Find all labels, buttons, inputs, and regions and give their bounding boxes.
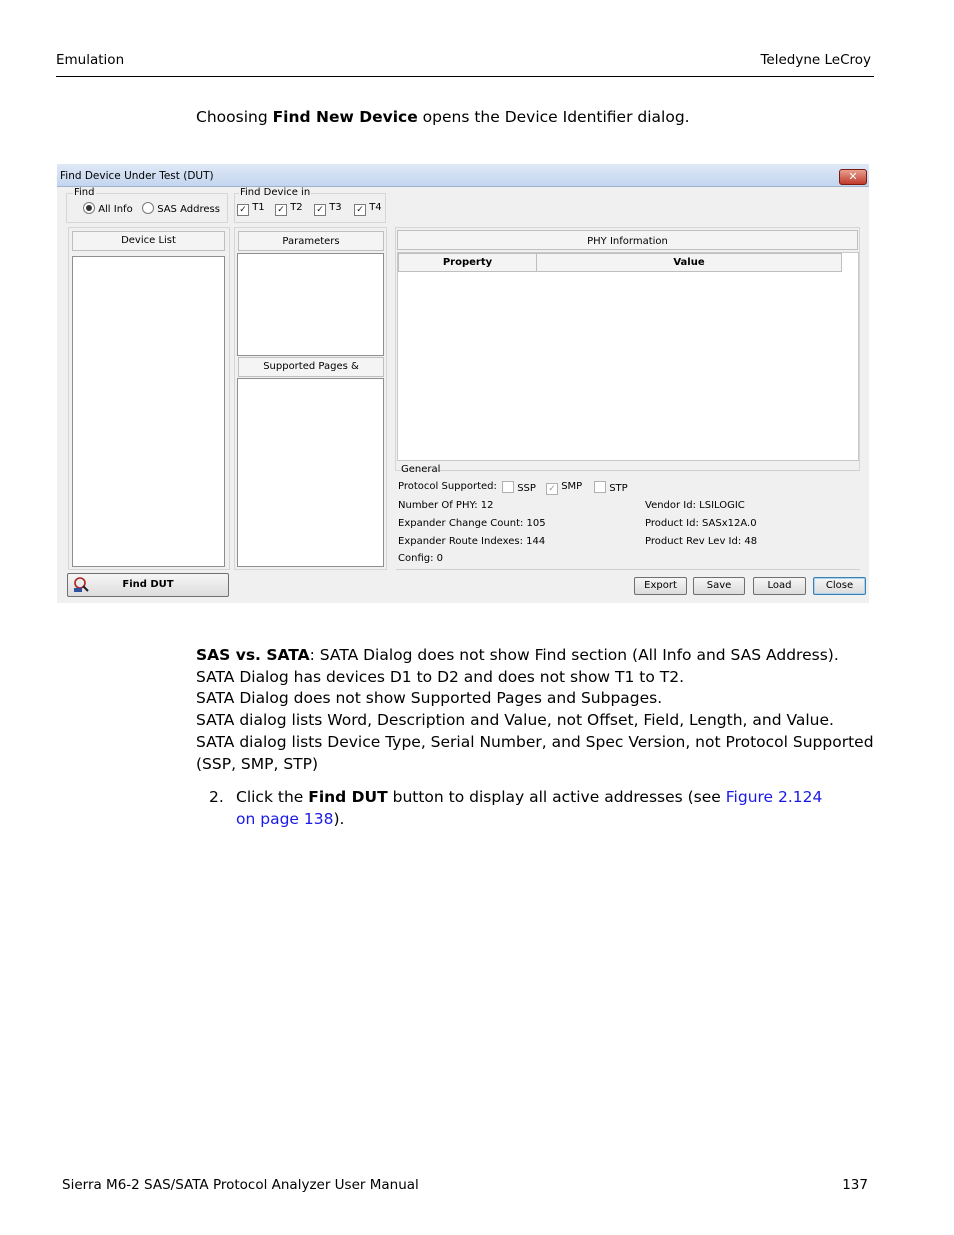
checkbox-t4-label: T4 bbox=[369, 202, 382, 213]
checkbox-t3-label: T3 bbox=[329, 202, 342, 213]
column-value[interactable]: Value bbox=[536, 253, 842, 272]
checkmark-icon: ✓ bbox=[275, 204, 287, 216]
number-of-phy: Number Of PHY: 12 bbox=[398, 500, 494, 511]
page-number: 137 bbox=[842, 1177, 868, 1193]
checkbox-t2[interactable] bbox=[275, 202, 303, 216]
supported-pages-list[interactable] bbox=[237, 378, 384, 567]
header-rule bbox=[56, 76, 874, 77]
dialog-title: Find Device Under Test (DUT) bbox=[60, 170, 214, 182]
supported-pages-header: Supported Pages & bbox=[238, 357, 384, 377]
intro-pre: Choosing bbox=[196, 108, 273, 126]
device-list-header: Device List bbox=[72, 231, 225, 251]
checkbox-smp-label: SMP bbox=[561, 481, 583, 492]
radio-all-info-label: All Info bbox=[98, 204, 133, 215]
checkbox-box-icon bbox=[594, 481, 606, 493]
checkmark-icon: ✓ bbox=[546, 483, 558, 495]
notes-line: SATA Dialog has devices D1 to D2 and does not show T1 to T2. bbox=[196, 667, 685, 686]
checkbox-smp bbox=[546, 481, 582, 495]
intro-post: opens the Device Identifier dialog. bbox=[417, 108, 690, 126]
notes-line: (SSP, SMP, STP) bbox=[196, 754, 319, 773]
notes-lead-bold: SAS vs. SATA bbox=[196, 646, 310, 664]
save-button[interactable]: Save bbox=[693, 577, 745, 595]
checkbox-stp-label: STP bbox=[609, 483, 628, 494]
bottom-separator bbox=[396, 569, 860, 570]
find-dut-icon bbox=[73, 577, 91, 593]
checkmark-icon: ✓ bbox=[314, 204, 326, 216]
notes-lead bbox=[196, 645, 861, 667]
radio-sas-address-label: SAS Address bbox=[157, 204, 220, 215]
phy-header: PHY Information bbox=[397, 230, 858, 250]
sas-vs-sata-notes bbox=[196, 645, 874, 775]
phy-table bbox=[397, 252, 859, 461]
parameters-list[interactable] bbox=[237, 253, 384, 356]
protocol-supported-label: Protocol Supported: bbox=[398, 481, 497, 492]
general-label: General bbox=[401, 464, 441, 475]
checkbox-t1-label: T1 bbox=[252, 202, 265, 213]
checkmark-icon: ✓ bbox=[354, 204, 366, 216]
find-dut-button[interactable] bbox=[67, 573, 229, 597]
footer-manual-title: Sierra M6-2 SAS/SATA Protocol Analyzer User Manual bbox=[62, 1177, 419, 1193]
notes-lead-rest: : SATA Dialog does not show Find section (All Info and SAS Address). bbox=[309, 646, 839, 664]
checkbox-t4[interactable] bbox=[354, 202, 382, 216]
expander-route-indexes: Expander Route Indexes: 144 bbox=[398, 536, 546, 547]
notes-line: SATA dialog lists Word, Description and Value, not Offset, Field, Length, and Value. bbox=[196, 711, 834, 730]
find-dut-label: Find DUT bbox=[122, 579, 174, 590]
step-text bbox=[236, 787, 836, 830]
figure-link[interactable]: Figure 2.124 on page 138 bbox=[236, 788, 823, 828]
header-company: Teledyne LeCroy bbox=[760, 52, 871, 68]
radio-all-info[interactable] bbox=[83, 202, 133, 215]
step-mid: button to display all active addresses (see bbox=[387, 788, 726, 806]
checkbox-ssp-label: SSP bbox=[517, 483, 536, 494]
step-post: ). bbox=[333, 809, 345, 828]
product-id: Product Id: SASx12A.0 bbox=[645, 518, 757, 529]
general-separator bbox=[436, 470, 860, 471]
device-list[interactable] bbox=[72, 256, 225, 567]
intro-bold: Find New Device bbox=[272, 108, 418, 126]
column-property[interactable]: Property bbox=[398, 253, 537, 272]
expander-change-count: Expander Change Count: 105 bbox=[398, 518, 546, 529]
checkmark-icon: ✓ bbox=[237, 204, 249, 216]
notes-line: SATA Dialog does not show Supported Pages and Subpages. bbox=[196, 689, 663, 708]
export-button[interactable]: Export bbox=[634, 577, 687, 595]
checkbox-t3[interactable] bbox=[314, 202, 342, 216]
step-pre: Click the bbox=[236, 788, 309, 806]
step-number: 2. bbox=[209, 788, 224, 806]
checkbox-stp bbox=[594, 481, 628, 494]
config-value: Config: 0 bbox=[398, 553, 443, 564]
checkbox-ssp bbox=[502, 481, 536, 494]
close-button[interactable]: Close bbox=[813, 577, 866, 595]
step-bold: Find DUT bbox=[308, 788, 388, 806]
product-rev-lev-id: Product Rev Lev Id: 48 bbox=[645, 536, 758, 547]
notes-line: SATA dialog lists Device Type, Serial Number, and Spec Version, not Protocol Supported bbox=[196, 732, 874, 751]
find-group-label: Find bbox=[74, 187, 95, 198]
intro-paragraph bbox=[196, 107, 690, 129]
find-in-group-label: Find Device in bbox=[240, 187, 311, 198]
vendor-id: Vendor Id: LSILOGIC bbox=[645, 500, 745, 511]
parameters-header: Parameters bbox=[238, 231, 384, 251]
close-icon[interactable]: ✕ bbox=[839, 169, 867, 185]
find-dut-dialog bbox=[57, 164, 869, 603]
checkbox-box-icon bbox=[502, 481, 514, 493]
dialog-titlebar bbox=[57, 164, 869, 187]
load-button[interactable]: Load bbox=[753, 577, 806, 595]
radio-dot-icon bbox=[142, 202, 154, 214]
checkbox-t2-label: T2 bbox=[290, 202, 303, 213]
radio-dot-icon bbox=[83, 202, 95, 214]
radio-sas-address[interactable] bbox=[142, 202, 220, 215]
checkbox-t1[interactable] bbox=[237, 202, 265, 216]
header-section-title: Emulation bbox=[56, 52, 125, 68]
